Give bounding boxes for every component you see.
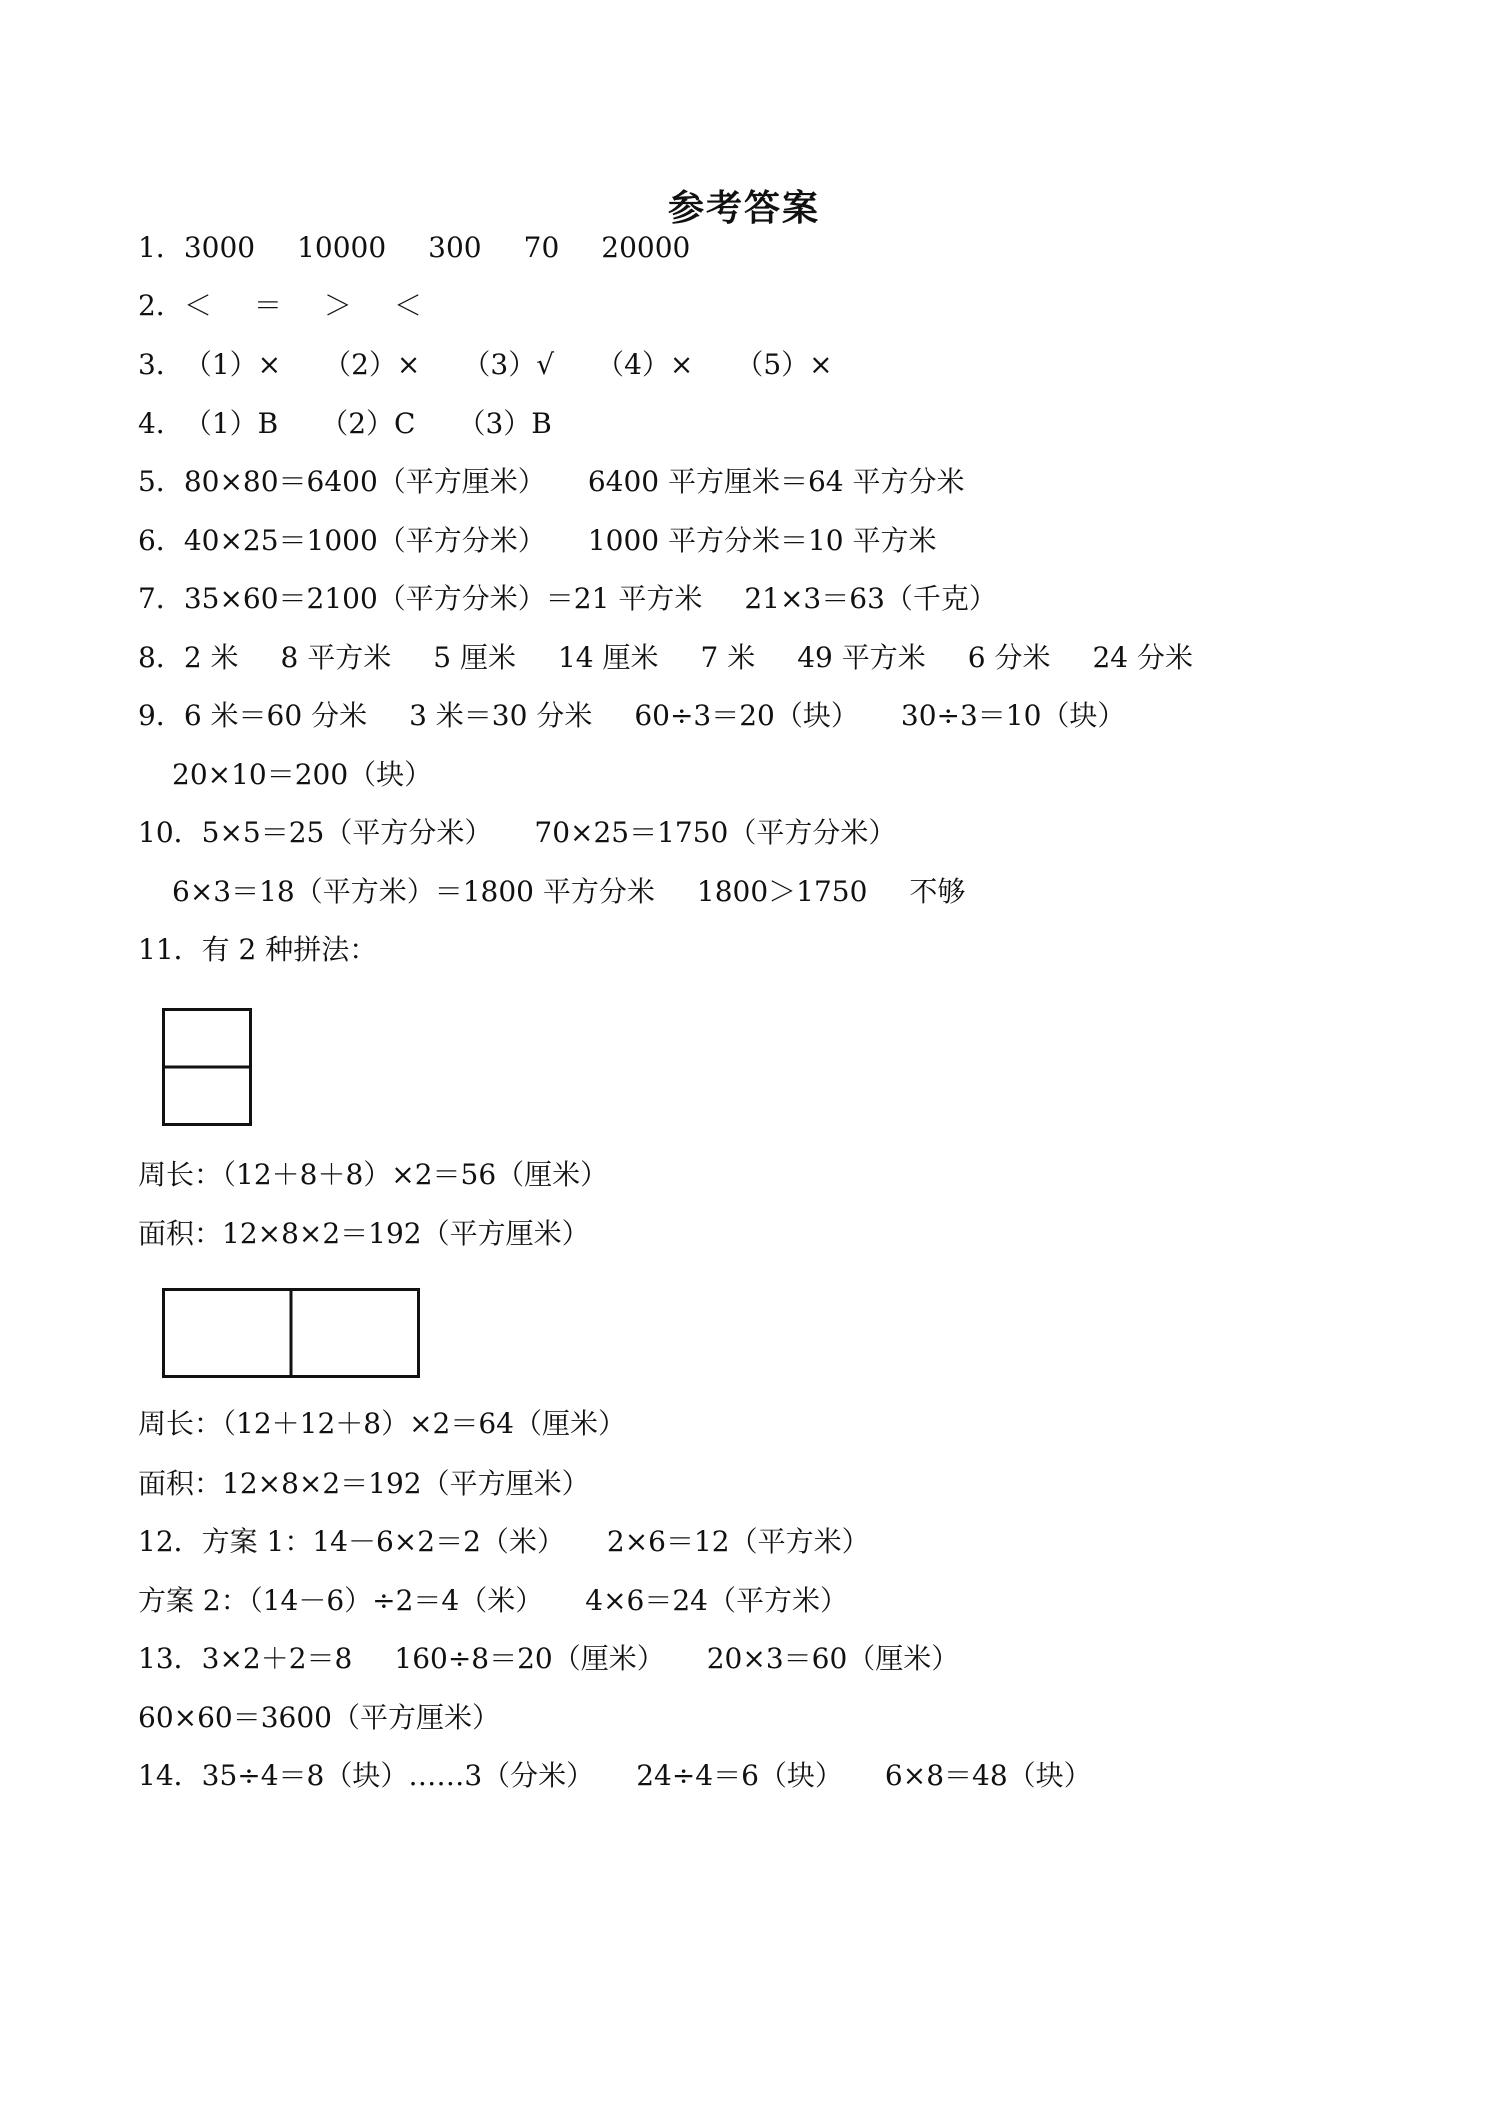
page-title: 参考答案 bbox=[667, 188, 820, 229]
answer-part: 4×6＝24（平方米） bbox=[585, 1584, 848, 1617]
answer-part: 8 平方米 bbox=[280, 641, 392, 674]
answer-number: 12． bbox=[138, 1525, 202, 1558]
answer-number: 14． bbox=[138, 1759, 202, 1792]
answer-part: 有 2 种拼法： bbox=[201, 933, 378, 966]
answer-7 bbox=[138, 581, 997, 617]
answer-part: （1）B bbox=[183, 407, 279, 440]
answer-13-continued bbox=[138, 1700, 500, 1736]
answer-part: 35÷4＝8（块）……3（分米） bbox=[201, 1759, 595, 1792]
answer-number: 13． bbox=[138, 1642, 202, 1675]
answer-10 bbox=[138, 815, 896, 851]
answer-number: 2． bbox=[138, 289, 184, 322]
perimeter-2 bbox=[138, 1406, 626, 1442]
area-1 bbox=[138, 1216, 590, 1252]
answer-part: 方案 1：14－6×2＝2（米） bbox=[201, 1525, 565, 1558]
answer-part: 300 bbox=[428, 231, 482, 264]
answer-part: 2 米 bbox=[183, 641, 239, 674]
answer-number: 7． bbox=[138, 582, 184, 615]
answer-part: 5×5＝25（平方分米） bbox=[201, 816, 493, 849]
answer-part: 6×8＝48（块） bbox=[884, 1759, 1092, 1792]
answer-part: 20×10＝200（块） bbox=[172, 758, 433, 791]
answer-part: 6 米＝60 分米 bbox=[183, 699, 368, 732]
answer-part: （3）√ bbox=[462, 348, 555, 381]
answer-part: 14 厘米 bbox=[557, 641, 659, 674]
answer-number: 3． bbox=[138, 348, 184, 381]
answer-part: 49 平方米 bbox=[797, 641, 926, 674]
side-by-side-rectangles-figure bbox=[162, 1288, 420, 1378]
answer-3 bbox=[138, 347, 833, 383]
answer-part: （2）C bbox=[320, 407, 416, 440]
answer-part: 20×3＝60（厘米） bbox=[706, 1642, 960, 1675]
answer-number: 6． bbox=[138, 524, 184, 557]
answer-part: 不够 bbox=[909, 875, 966, 908]
answer-number: 1． bbox=[138, 231, 184, 264]
answer-part: 6×3＝18（平方米）＝1800 平方分米 bbox=[172, 875, 655, 908]
answer-part: 6 分米 bbox=[967, 641, 1051, 674]
answer-12 bbox=[138, 1524, 870, 1560]
answer-part: 24 分米 bbox=[1092, 641, 1194, 674]
answer-part: ＞ bbox=[323, 289, 352, 322]
answer-part: 面积：12×8×2＝192（平方厘米） bbox=[138, 1217, 590, 1250]
answer-part: 面积：12×8×2＝192（平方厘米） bbox=[138, 1467, 590, 1500]
answer-1 bbox=[138, 230, 690, 266]
answer-number: 9． bbox=[138, 699, 184, 732]
answer-part: 3×2＋2＝8 bbox=[201, 1642, 353, 1675]
answer-part: 160÷8＝20（厘米） bbox=[394, 1642, 665, 1675]
answer-part: ＜ bbox=[183, 289, 212, 322]
answer-part: 2×6＝12（平方米） bbox=[606, 1525, 870, 1558]
answer-5 bbox=[138, 464, 965, 500]
answer-part: 21×3＝63（千克） bbox=[744, 582, 997, 615]
stacked-rectangles-figure bbox=[162, 1008, 252, 1126]
answer-part: 40×25＝1000（平方分米） bbox=[183, 524, 546, 557]
answer-part: 1800＞1750 bbox=[696, 875, 868, 908]
answer-part: ＝ bbox=[253, 289, 282, 322]
answer-number: 8． bbox=[138, 641, 184, 674]
answer-part: （5）× bbox=[735, 348, 833, 381]
answer-4 bbox=[138, 406, 552, 442]
answer-part: 60÷3＝20（块） bbox=[634, 699, 859, 732]
answer-number: 4． bbox=[138, 407, 184, 440]
answer-part: 20000 bbox=[601, 231, 691, 264]
answer-part: 60×60＝3600（平方厘米） bbox=[138, 1701, 500, 1734]
answer-part: 5 厘米 bbox=[433, 641, 516, 674]
answer-number: 5． bbox=[138, 465, 184, 498]
answer-9-continued bbox=[172, 757, 432, 793]
answer-part: ＜ bbox=[393, 289, 422, 322]
answer-2 bbox=[138, 288, 422, 324]
answer-part: 7 米 bbox=[700, 641, 756, 674]
answer-part: 周长：（12＋8＋8）×2＝56（厘米） bbox=[138, 1158, 609, 1191]
perimeter-1 bbox=[138, 1157, 608, 1193]
answer-part: 6400 平方厘米＝64 平方分米 bbox=[587, 465, 965, 498]
area-2 bbox=[138, 1466, 590, 1502]
answer-part: 1000 平方分米＝10 平方米 bbox=[587, 524, 937, 557]
answer-part: 80×80＝6400（平方厘米） bbox=[183, 465, 546, 498]
answer-6 bbox=[138, 523, 937, 559]
answer-10-continued bbox=[172, 874, 965, 910]
answer-part: 24÷4＝6（块） bbox=[636, 1759, 843, 1792]
answer-part: 30÷3＝10（块） bbox=[900, 699, 1126, 732]
answer-part: 3000 bbox=[183, 231, 256, 264]
answer-part: 3 米＝30 分米 bbox=[409, 699, 593, 732]
answer-9 bbox=[138, 698, 1125, 734]
answer-part: （1）× bbox=[183, 348, 282, 381]
answer-number: 10． bbox=[138, 816, 202, 849]
answer-part: 方案 2：（14－6）÷2＝4（米） bbox=[138, 1584, 544, 1617]
answer-11 bbox=[138, 932, 377, 968]
answer-part: 周长：（12＋12＋8）×2＝64（厘米） bbox=[138, 1407, 626, 1440]
answer-part: 10000 bbox=[297, 231, 387, 264]
answer-part: （2）× bbox=[323, 348, 421, 381]
answer-part: 35×60＝2100（平方分米）＝21 平方米 bbox=[183, 582, 703, 615]
answer-8 bbox=[138, 640, 1193, 676]
answer-part: 70 bbox=[523, 231, 560, 264]
answer-part: 70×25＝1750（平方分米） bbox=[534, 816, 897, 849]
answer-12-plan-2 bbox=[138, 1583, 848, 1619]
answer-14 bbox=[138, 1758, 1092, 1794]
answer-number: 11． bbox=[138, 933, 202, 966]
answer-13 bbox=[138, 1641, 959, 1677]
answer-part: （4）× bbox=[596, 348, 694, 381]
answer-part: （3）B bbox=[457, 407, 552, 440]
